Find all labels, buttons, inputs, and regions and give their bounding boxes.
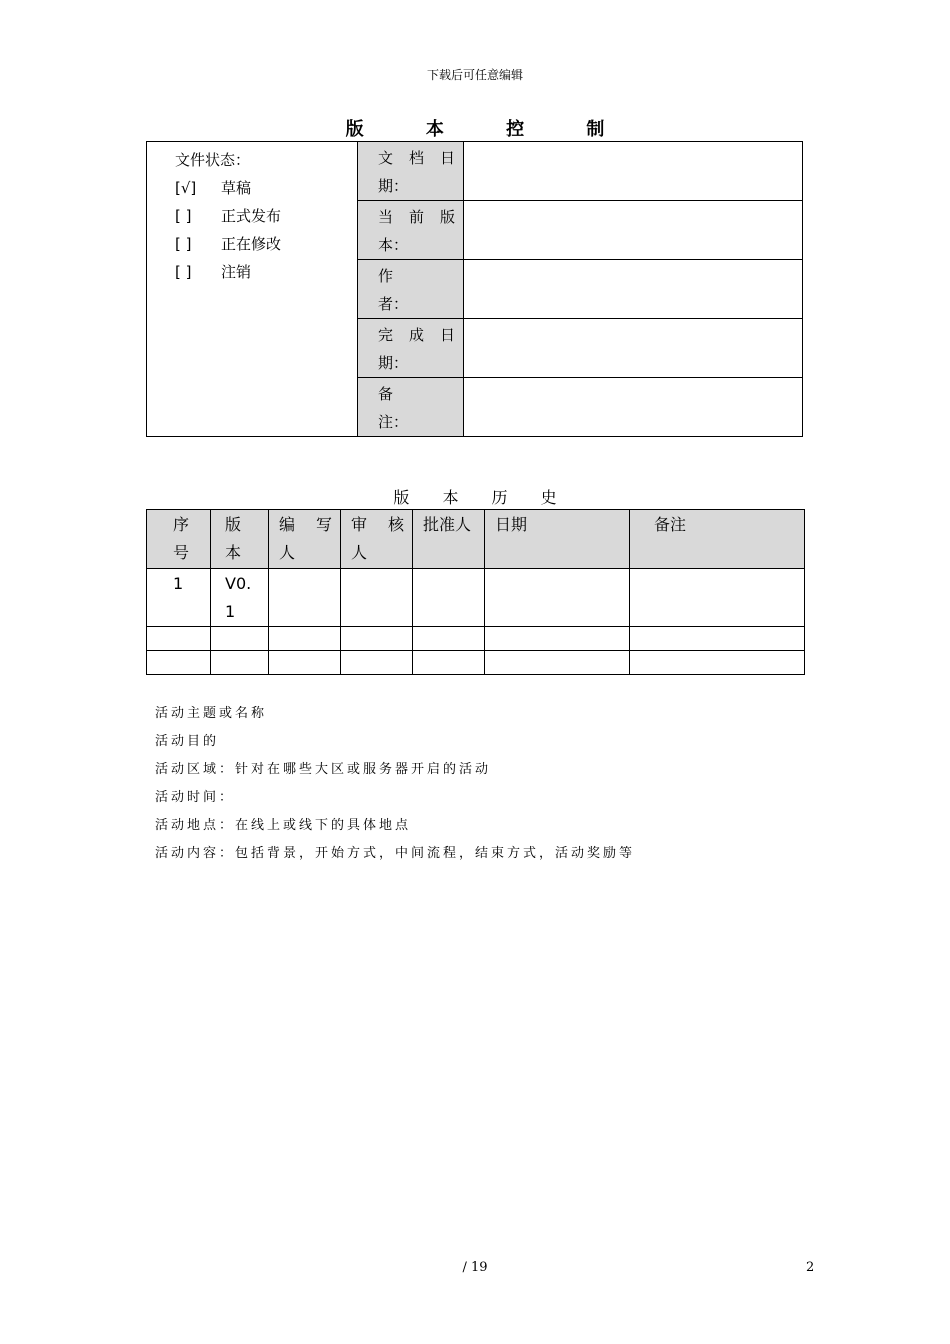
cell-version[interactable] [211,651,269,675]
cell-date[interactable] [485,627,630,651]
cell-author[interactable] [269,651,341,675]
label-line: 当 前 版 [378,208,455,226]
status-checkbox[interactable]: [ ] [175,207,192,225]
header-date: 日期 [485,510,630,569]
activity-region-line: 活动区域：针对在哪些大区或服务器开启的活动 [155,762,492,777]
version-control-title: 版 本 控 制 [345,119,633,140]
label-line: 注： [378,413,409,431]
label-line: 者： [378,295,409,313]
doc-date-value[interactable] [464,142,803,201]
table-row [147,651,805,675]
status-checkbox[interactable]: [ ] [175,263,192,281]
page-total: / 19 [462,1260,488,1275]
cell-reviewer[interactable] [341,627,413,651]
status-checkbox[interactable]: [√] [175,179,197,197]
current-version-label [358,201,464,260]
table-row [147,627,805,651]
activity-outline [155,700,635,868]
author-value[interactable] [464,260,803,319]
version-control-table [146,141,803,437]
header-version: 版 本 [211,510,269,569]
status-option-editing[interactable] [175,230,357,258]
header-note: 下载后可任意编辑 [426,68,523,82]
cell-version[interactable]: V0. 1 [211,569,269,627]
cell-approver[interactable] [413,627,485,651]
header-author: 编 写 人 [269,510,341,569]
cell-author[interactable] [269,627,341,651]
author-label [358,260,464,319]
cell-version[interactable] [211,627,269,651]
label-line: 本： [378,236,409,254]
remarks-label [358,378,464,437]
cell-author[interactable] [269,569,341,627]
file-status-heading: 文件状态： [175,151,251,169]
header-seq: 序 号 [147,510,211,569]
page-number: 2 [806,1260,815,1275]
cell-remarks[interactable] [630,569,805,627]
cell-remarks[interactable] [630,627,805,651]
activity-content-line: 活动内容：包括背景，开始方式，中间流程，结束方式，活动奖励等 [155,846,636,861]
label-line: 文 档 日 [378,149,455,167]
version-history-title: 版 本 历 史 [393,488,571,507]
activity-time-line: 活动时间： [155,790,236,805]
cell-seq[interactable] [147,627,211,651]
cell-date[interactable] [485,569,630,627]
file-status-cell [147,142,358,437]
header-approver: 批准人 [413,510,485,569]
label-line: 作 [378,267,394,285]
history-header-row [147,510,805,569]
remarks-value[interactable] [464,378,803,437]
label-line: 期： [378,177,409,195]
table-row [147,569,805,627]
activity-location-line: 活动地点：在线上或线下的具体地点 [155,818,412,833]
cell-reviewer[interactable] [341,569,413,627]
cell-seq[interactable]: 1 [147,569,211,627]
header-reviewer: 审 核 人 [341,510,413,569]
header-remarks: 备注 [630,510,805,569]
cell-date[interactable] [485,651,630,675]
status-checkbox[interactable]: [ ] [175,235,192,253]
cell-reviewer[interactable] [341,651,413,675]
status-option-cancelled[interactable] [175,258,357,286]
cell-remarks[interactable] [630,651,805,675]
label-line: 期： [378,354,409,372]
completion-date-label [358,319,464,378]
activity-purpose-line: 活动目的 [155,734,220,749]
label-line: 完 成 日 [378,326,455,344]
activity-topic-line: 活动主题或名称 [155,706,268,721]
completion-date-value[interactable] [464,319,803,378]
doc-date-label [358,142,464,201]
status-label: 草稿 [221,179,252,197]
label-line: 备 [378,385,394,403]
current-version-value[interactable] [464,201,803,260]
status-option-draft[interactable] [175,174,357,202]
status-option-published[interactable] [175,202,357,230]
cell-seq[interactable] [147,651,211,675]
status-label: 正在修改 [221,235,282,253]
status-label: 正式发布 [221,207,282,225]
cell-approver[interactable] [413,651,485,675]
status-label: 注销 [221,263,252,281]
cell-approver[interactable] [413,569,485,627]
version-history-table [146,509,805,675]
